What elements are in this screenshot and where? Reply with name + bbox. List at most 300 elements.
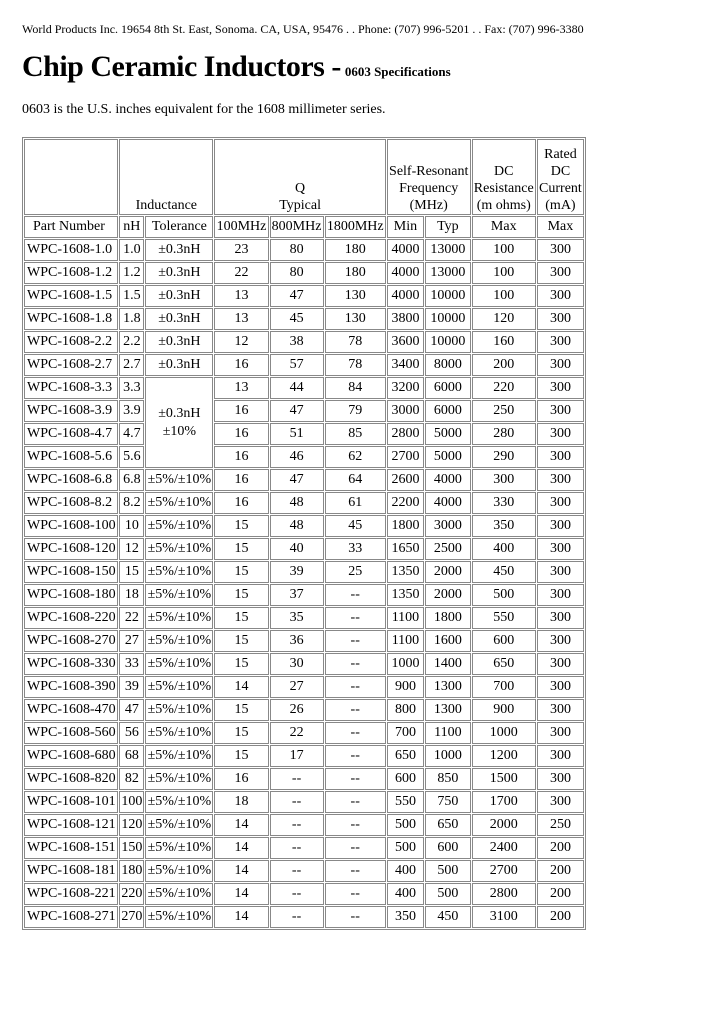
table-cell: 27 (119, 630, 144, 652)
table-cell: 78 (325, 354, 386, 376)
table-cell: 2400 (472, 837, 536, 859)
table-cell: WPC-1608-1.2 (24, 262, 118, 284)
table-cell: 5000 (425, 446, 471, 468)
table-cell: 16 (214, 400, 268, 422)
table-cell: 2700 (472, 860, 536, 882)
col-q-100mhz: 100MHz (214, 216, 268, 238)
table-cell: 300 (537, 446, 584, 468)
table-cell: 12 (214, 331, 268, 353)
header-q-line2: Typical (279, 198, 321, 213)
table-cell: 2000 (472, 814, 536, 836)
table-cell: 300 (537, 745, 584, 767)
table-cell: WPC-1608-3.3 (24, 377, 118, 399)
table-cell: 16 (214, 354, 268, 376)
table-cell: -- (325, 745, 386, 767)
tolerance-merged-line2: ±10% (162, 423, 197, 439)
table-cell: 290 (472, 446, 536, 468)
header-rated-current (537, 139, 584, 215)
table-cell: 300 (537, 239, 584, 261)
table-cell: ±5%/±10% (145, 538, 213, 560)
table-cell: 2600 (387, 469, 424, 491)
table-cell: 46 (270, 446, 324, 468)
page-title (22, 50, 451, 84)
table-cell: 650 (425, 814, 471, 836)
table-row (24, 331, 584, 353)
table-cell: 15 (214, 515, 268, 537)
table-cell: 1000 (472, 722, 536, 744)
col-srf-min: Min (387, 216, 424, 238)
table-cell: 15 (119, 561, 144, 583)
table-cell: ±0.3nH (145, 239, 213, 261)
table-cell: -- (325, 883, 386, 905)
table-cell: 14 (214, 837, 268, 859)
table-cell: 300 (537, 722, 584, 744)
table-cell: 51 (270, 423, 324, 445)
table-cell: 15 (214, 630, 268, 652)
table-row (24, 400, 584, 422)
table-cell: WPC-1608-4.7 (24, 423, 118, 445)
table-cell: 500 (387, 837, 424, 859)
table-cell: -- (325, 722, 386, 744)
table-cell: 450 (425, 906, 471, 928)
tolerance-merged-cell (145, 377, 213, 468)
table-row (24, 906, 584, 928)
table-cell: ±5%/±10% (145, 768, 213, 790)
table-cell: WPC-1608-100 (24, 515, 118, 537)
table-cell: 38 (270, 331, 324, 353)
table-cell: 850 (425, 768, 471, 790)
table-cell: -- (325, 630, 386, 652)
col-srf-typ: Typ (425, 216, 471, 238)
table-cell: 4000 (387, 239, 424, 261)
table-cell: 16 (214, 423, 268, 445)
table-cell: 30 (270, 653, 324, 675)
table-row (24, 239, 584, 261)
table-cell: 47 (119, 699, 144, 721)
table-cell: ±0.3nH (145, 262, 213, 284)
table-cell: 1100 (387, 607, 424, 629)
table-cell: -- (270, 791, 324, 813)
table-cell: 3000 (425, 515, 471, 537)
table-row (24, 285, 584, 307)
table-cell: 400 (387, 860, 424, 882)
table-cell: 10000 (425, 331, 471, 353)
table-cell: 44 (270, 377, 324, 399)
table-row (24, 814, 584, 836)
table-cell: 4000 (387, 285, 424, 307)
table-cell: 2.2 (119, 331, 144, 353)
table-row (24, 676, 584, 698)
table-cell: ±5%/±10% (145, 653, 213, 675)
table-cell: 13 (214, 377, 268, 399)
table-cell: ±5%/±10% (145, 492, 213, 514)
table-row (24, 538, 584, 560)
header-srf-line3: (MHz) (409, 198, 448, 213)
table-cell: 300 (537, 285, 584, 307)
table-cell: 39 (119, 676, 144, 698)
table-cell: ±5%/±10% (145, 699, 213, 721)
table-row (24, 630, 584, 652)
table-cell: 84 (325, 377, 386, 399)
header-dcr-line1: DC (494, 164, 514, 179)
table-cell: 47 (270, 285, 324, 307)
table-row (24, 561, 584, 583)
table-cell: 1000 (425, 745, 471, 767)
table-cell: 120 (472, 308, 536, 330)
table-cell: WPC-1608-271 (24, 906, 118, 928)
table-cell: -- (325, 768, 386, 790)
table-cell: 300 (537, 676, 584, 698)
table-cell: 600 (425, 837, 471, 859)
table-cell: -- (325, 607, 386, 629)
spec-table-body (24, 239, 584, 928)
table-cell: 700 (387, 722, 424, 744)
table-cell: ±0.3nH (145, 285, 213, 307)
table-cell: WPC-1608-8.2 (24, 492, 118, 514)
table-row (24, 515, 584, 537)
table-row (24, 308, 584, 330)
header-rated-line4: (mA) (545, 198, 576, 213)
table-cell: 400 (472, 538, 536, 560)
table-cell: -- (325, 699, 386, 721)
table-cell: 8000 (425, 354, 471, 376)
table-cell: 180 (325, 239, 386, 261)
table-cell: 270 (119, 906, 144, 928)
table-cell: 100 (472, 285, 536, 307)
header-dcr (472, 139, 536, 215)
table-cell: 3200 (387, 377, 424, 399)
table-cell: 15 (214, 607, 268, 629)
table-cell: 16 (214, 446, 268, 468)
col-q-1800mhz: 1800MHz (325, 216, 386, 238)
table-cell: 300 (537, 699, 584, 721)
table-cell: -- (325, 860, 386, 882)
table-cell: 13 (214, 285, 268, 307)
table-cell: 300 (537, 630, 584, 652)
table-cell: 23 (214, 239, 268, 261)
table-cell: WPC-1608-180 (24, 584, 118, 606)
table-cell: ±5%/±10% (145, 584, 213, 606)
table-row (24, 446, 584, 468)
table-cell: ±5%/±10% (145, 883, 213, 905)
table-cell: WPC-1608-120 (24, 538, 118, 560)
table-cell: 3600 (387, 331, 424, 353)
table-cell: 3.9 (119, 400, 144, 422)
table-cell: 200 (537, 860, 584, 882)
table-cell: WPC-1608-390 (24, 676, 118, 698)
table-cell: 180 (325, 262, 386, 284)
table-row (24, 469, 584, 491)
table-cell: -- (325, 814, 386, 836)
table-cell: 48 (270, 492, 324, 514)
table-cell: 300 (537, 538, 584, 560)
table-cell: 300 (472, 469, 536, 491)
table-cell: 78 (325, 331, 386, 353)
table-cell: 22 (270, 722, 324, 744)
page-title-main: Chip Ceramic Inductors - (22, 50, 341, 83)
table-cell: WPC-1608-101 (24, 791, 118, 813)
table-cell: 5.6 (119, 446, 144, 468)
table-cell: 15 (214, 653, 268, 675)
table-cell: ±5%/±10% (145, 607, 213, 629)
table-cell: 350 (472, 515, 536, 537)
table-cell: 85 (325, 423, 386, 445)
col-part-number: Part Number (24, 216, 118, 238)
table-cell: 450 (472, 561, 536, 583)
table-row (24, 722, 584, 744)
table-cell: 1650 (387, 538, 424, 560)
table-cell: 39 (270, 561, 324, 583)
table-cell: 330 (472, 492, 536, 514)
table-cell: 3000 (387, 400, 424, 422)
table-cell: 500 (387, 814, 424, 836)
table-cell: 1500 (472, 768, 536, 790)
table-cell: 300 (537, 653, 584, 675)
table-cell: 1800 (425, 607, 471, 629)
table-row (24, 883, 584, 905)
table-cell: 8.2 (119, 492, 144, 514)
header-dcr-line3: (m ohms) (476, 198, 531, 213)
table-cell: WPC-1608-2.2 (24, 331, 118, 353)
table-cell: 2200 (387, 492, 424, 514)
table-cell: 750 (425, 791, 471, 813)
table-cell: WPC-1608-820 (24, 768, 118, 790)
table-cell: 650 (472, 653, 536, 675)
table-cell: 120 (119, 814, 144, 836)
table-cell: 33 (119, 653, 144, 675)
header-inductance-label: Inductance (135, 198, 198, 213)
table-cell: 14 (214, 860, 268, 882)
table-cell: 13000 (425, 262, 471, 284)
company-address-line: World Products Inc. 19654 8th St. East, Sonoma. CA, USA, 95476 . . Phone: (707) 996-5201 . . Fax: (707) 996-3380 (22, 22, 584, 36)
tolerance-merged-line1: ±0.3nH (158, 405, 201, 421)
table-cell: 550 (472, 607, 536, 629)
table-cell: 1.5 (119, 285, 144, 307)
table-cell: 16 (214, 492, 268, 514)
col-tolerance: Tolerance (145, 216, 213, 238)
table-cell: 64 (325, 469, 386, 491)
table-cell: 650 (387, 745, 424, 767)
table-row (24, 791, 584, 813)
table-cell: 300 (537, 561, 584, 583)
table-cell: WPC-1608-560 (24, 722, 118, 744)
table-cell: 4.7 (119, 423, 144, 445)
table-cell: 36 (270, 630, 324, 652)
table-cell: 300 (537, 308, 584, 330)
header-q (214, 139, 385, 215)
table-cell: 300 (537, 331, 584, 353)
table-cell: 300 (537, 492, 584, 514)
table-cell: 400 (387, 883, 424, 905)
table-cell: 14 (214, 676, 268, 698)
table-cell: 27 (270, 676, 324, 698)
table-cell: 130 (325, 308, 386, 330)
table-cell: -- (270, 883, 324, 905)
table-cell: 3800 (387, 308, 424, 330)
table-cell: 2800 (472, 883, 536, 905)
table-cell: 15 (214, 584, 268, 606)
table-cell: -- (325, 653, 386, 675)
table-cell: 1600 (425, 630, 471, 652)
table-cell: 3400 (387, 354, 424, 376)
table-cell: 1100 (387, 630, 424, 652)
table-cell: ±0.3nH (145, 331, 213, 353)
table-cell: 47 (270, 469, 324, 491)
table-cell: 61 (325, 492, 386, 514)
table-cell: 550 (387, 791, 424, 813)
table-cell: 82 (119, 768, 144, 790)
table-cell: 3.3 (119, 377, 144, 399)
table-cell: 2700 (387, 446, 424, 468)
table-cell: 2500 (425, 538, 471, 560)
table-cell: 47 (270, 400, 324, 422)
table-cell: 280 (472, 423, 536, 445)
table-cell: 1.0 (119, 239, 144, 261)
table-cell: 150 (119, 837, 144, 859)
table-cell: ±5%/±10% (145, 791, 213, 813)
table-cell: WPC-1608-470 (24, 699, 118, 721)
table-cell: ±5%/±10% (145, 561, 213, 583)
table-cell: 900 (387, 676, 424, 698)
table-cell: 800 (387, 699, 424, 721)
table-cell: 1.8 (119, 308, 144, 330)
table-cell: 45 (325, 515, 386, 537)
table-cell: 14 (214, 883, 268, 905)
table-cell: -- (325, 791, 386, 813)
spec-table (22, 137, 586, 930)
table-cell: 1100 (425, 722, 471, 744)
table-cell: 14 (214, 814, 268, 836)
table-cell: 57 (270, 354, 324, 376)
table-cell: 1.2 (119, 262, 144, 284)
table-row (24, 745, 584, 767)
table-cell: 600 (472, 630, 536, 652)
table-cell: 80 (270, 262, 324, 284)
table-cell: 14 (214, 906, 268, 928)
table-cell: 1350 (387, 584, 424, 606)
table-row (24, 699, 584, 721)
table-cell: 300 (537, 469, 584, 491)
table-cell: WPC-1608-151 (24, 837, 118, 859)
table-cell: 18 (119, 584, 144, 606)
table-cell: -- (270, 837, 324, 859)
table-cell: 220 (472, 377, 536, 399)
header-srf-line1: Self-Resonant (389, 164, 469, 179)
table-cell: WPC-1608-6.8 (24, 469, 118, 491)
intro-text: 0603 is the U.S. inches equivalent for the 1608 millimeter series. (22, 102, 386, 117)
table-cell: -- (325, 837, 386, 859)
table-cell: 1000 (387, 653, 424, 675)
table-cell: 300 (537, 377, 584, 399)
table-cell: 3100 (472, 906, 536, 928)
table-cell: 2000 (425, 561, 471, 583)
table-cell: 33 (325, 538, 386, 560)
table-cell: 2800 (387, 423, 424, 445)
table-cell: 16 (214, 768, 268, 790)
table-cell: 180 (119, 860, 144, 882)
table-cell: 350 (387, 906, 424, 928)
table-cell: -- (325, 584, 386, 606)
table-cell: WPC-1608-680 (24, 745, 118, 767)
table-cell: 200 (472, 354, 536, 376)
table-cell: ±0.3nH (145, 354, 213, 376)
header-rated-line2: DC (550, 164, 571, 179)
table-cell: ±5%/±10% (145, 906, 213, 928)
table-cell: 500 (472, 584, 536, 606)
table-cell: -- (270, 906, 324, 928)
sub-header-row (24, 216, 584, 238)
table-cell: 900 (472, 699, 536, 721)
table-cell: WPC-1608-181 (24, 860, 118, 882)
table-cell: 500 (425, 883, 471, 905)
page-title-subtitle: 0603 Specifications (344, 64, 451, 79)
table-cell: 80 (270, 239, 324, 261)
table-row (24, 584, 584, 606)
table-row (24, 377, 584, 399)
table-cell: 1300 (425, 676, 471, 698)
table-cell: -- (325, 676, 386, 698)
table-cell: 5000 (425, 423, 471, 445)
table-cell: -- (325, 906, 386, 928)
table-cell: WPC-1608-220 (24, 607, 118, 629)
table-row (24, 354, 584, 376)
table-cell: 4000 (425, 492, 471, 514)
table-cell: 300 (537, 584, 584, 606)
group-header-row (24, 139, 584, 215)
table-cell: 10000 (425, 285, 471, 307)
header-rated-line3: Current (539, 181, 582, 196)
table-cell: 1400 (425, 653, 471, 675)
table-cell: 500 (425, 860, 471, 882)
table-cell: WPC-1608-1.5 (24, 285, 118, 307)
table-cell: 22 (119, 607, 144, 629)
table-cell: WPC-1608-3.9 (24, 400, 118, 422)
table-row (24, 423, 584, 445)
table-row (24, 262, 584, 284)
table-cell: 26 (270, 699, 324, 721)
table-cell: WPC-1608-5.6 (24, 446, 118, 468)
table-cell: ±5%/±10% (145, 469, 213, 491)
table-cell: 2.7 (119, 354, 144, 376)
table-cell: ±5%/±10% (145, 745, 213, 767)
table-cell: 12 (119, 538, 144, 560)
table-cell: 62 (325, 446, 386, 468)
table-cell: 300 (537, 607, 584, 629)
table-cell: 300 (537, 262, 584, 284)
table-cell: 200 (537, 906, 584, 928)
table-cell: 1300 (425, 699, 471, 721)
table-cell: ±5%/±10% (145, 837, 213, 859)
table-cell: 300 (537, 791, 584, 813)
col-nh: nH (119, 216, 144, 238)
col-q-800mhz: 800MHz (270, 216, 324, 238)
table-cell: WPC-1608-270 (24, 630, 118, 652)
table-cell: 300 (537, 515, 584, 537)
table-cell: 45 (270, 308, 324, 330)
header-srf (387, 139, 471, 215)
table-cell: ±0.3nH (145, 308, 213, 330)
table-cell: 1800 (387, 515, 424, 537)
table-cell: 25 (325, 561, 386, 583)
table-cell: -- (270, 768, 324, 790)
header-inductance (119, 139, 213, 215)
table-cell: 48 (270, 515, 324, 537)
table-cell: 700 (472, 676, 536, 698)
table-cell: 15 (214, 538, 268, 560)
table-cell: 37 (270, 584, 324, 606)
table-cell: 15 (214, 561, 268, 583)
table-cell: 100 (472, 262, 536, 284)
